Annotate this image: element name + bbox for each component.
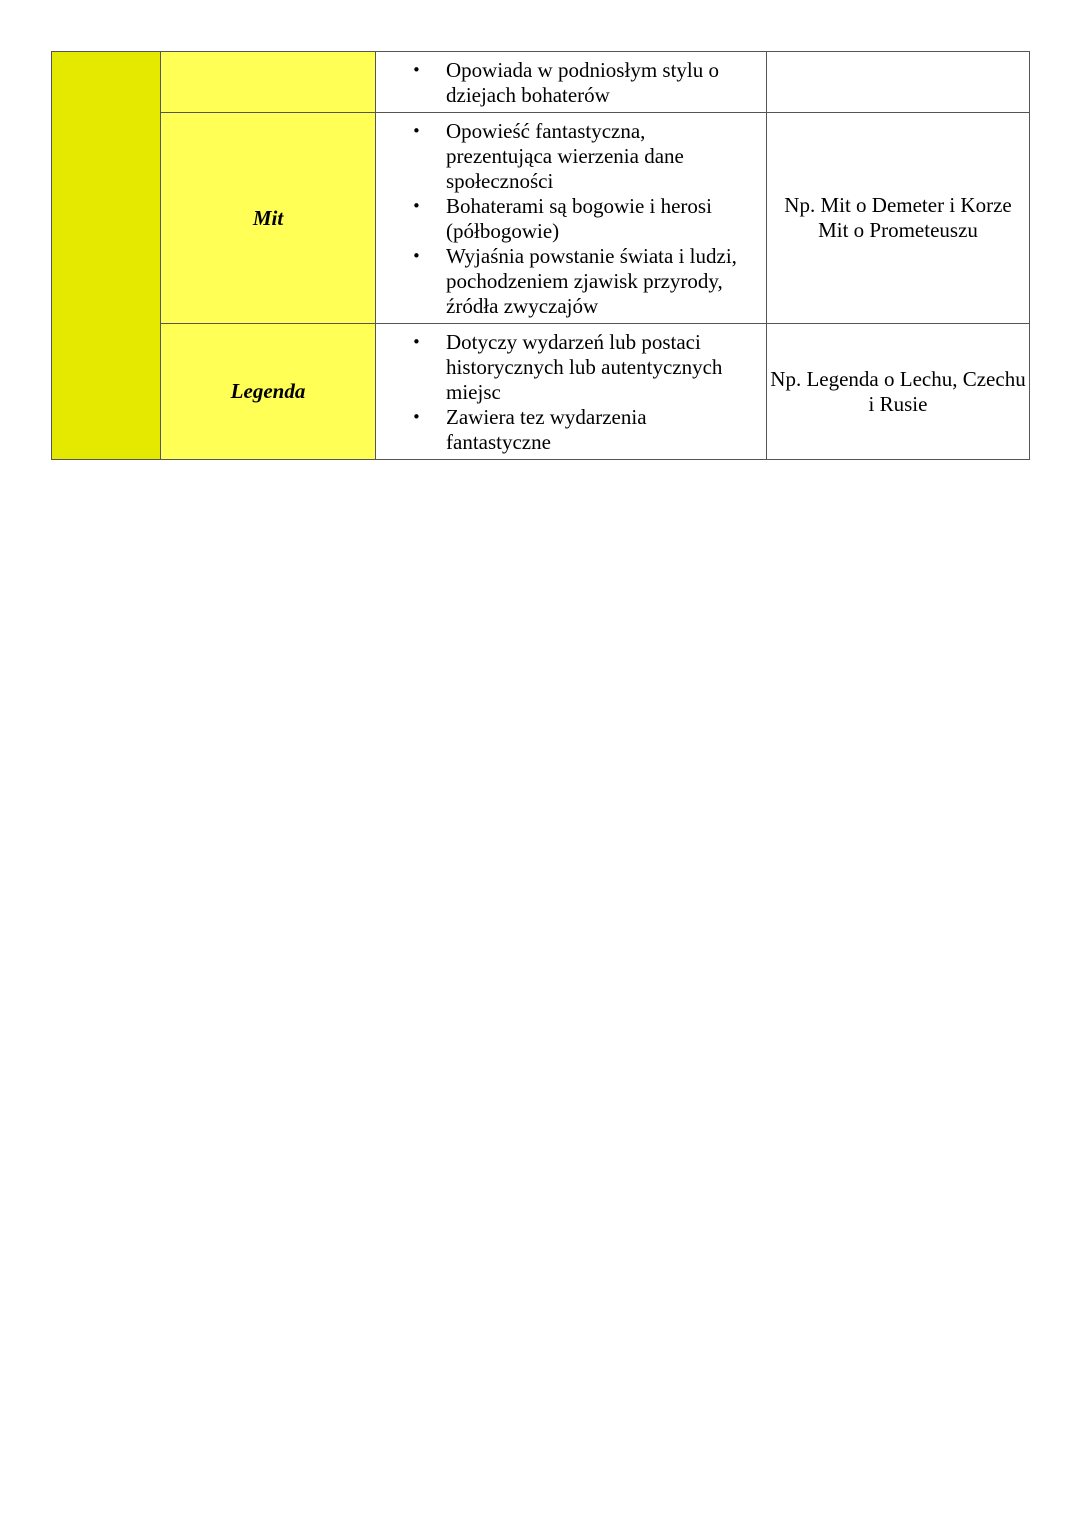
bullet-icon: •: [412, 247, 421, 265]
genre-name: Mit: [161, 113, 376, 324]
example-cell: [767, 52, 1030, 113]
genre-name: [161, 52, 376, 113]
list-item: [376, 194, 756, 244]
table-row: [52, 324, 1030, 460]
list-item: [376, 330, 756, 405]
list-item: [376, 244, 756, 319]
list-item: [376, 405, 756, 455]
features-list: [376, 113, 766, 323]
features-list: [376, 324, 766, 459]
feature-text: Bohaterami są bogowie i herosi (półbogowie): [446, 194, 712, 243]
bullet-icon: •: [412, 197, 421, 215]
bullet-icon: •: [412, 333, 421, 351]
category-cell: [52, 52, 161, 460]
feature-text: Zawiera tez wydarzenia fantastyczne: [446, 405, 647, 454]
bullet-icon: •: [412, 61, 421, 79]
bullet-icon: •: [412, 122, 421, 140]
example-cell: Np. Mit o Demeter i Korze Mit o Prometeuszu: [767, 113, 1030, 324]
example-cell: Np. Legenda o Lechu, Czechu i Rusie: [767, 324, 1030, 460]
bullet-icon: •: [412, 408, 421, 426]
list-item: [376, 119, 756, 194]
features-cell: [376, 52, 767, 113]
list-item: [376, 58, 756, 108]
feature-text: Dotyczy wydarzeń lub postaci historycznych lub autentycznych miejsc: [446, 330, 723, 404]
features-cell: [376, 324, 767, 460]
features-cell: [376, 113, 767, 324]
genre-name: Legenda: [161, 324, 376, 460]
feature-text: Opowieść fantastyczna, prezentująca wierzenia dane społeczności: [446, 119, 684, 193]
table-row: [52, 113, 1030, 324]
feature-text: Opowiada w podniosłym stylu o dziejach bohaterów: [446, 58, 719, 107]
features-list: [376, 52, 766, 112]
feature-text: Wyjaśnia powstanie świata i ludzi, pochodzeniem zjawisk przyrody, źródła zwyczajów: [446, 244, 737, 318]
table-row: [52, 52, 1030, 113]
genre-table: [51, 51, 1030, 460]
